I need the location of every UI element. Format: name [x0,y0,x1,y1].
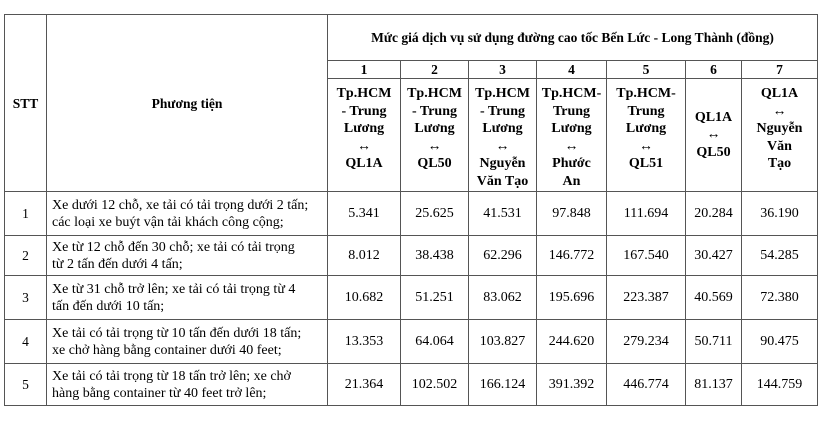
price-cell: 167.540 [607,236,686,276]
price-cell: 72.380 [742,276,818,320]
price-cell: 5.341 [328,192,401,236]
table-row [5,364,818,406]
header-price-group: Mức giá dịch vụ sử dụng đường cao tốc Bến Lức - Long Thành (đồng) [328,15,818,61]
route-number: 5 [607,61,686,79]
price-cell: 97.848 [537,192,607,236]
price-cell: 90.475 [742,320,818,364]
route-header: QL1A ↔ QL50 [686,79,742,192]
row-vehicle: Xe từ 12 chỗ đến 30 chỗ; xe tải có tải trọng từ 2 tấn đến dưới 4 tấn; [47,236,328,276]
price-cell: 10.682 [328,276,401,320]
price-cell: 25.625 [401,192,469,236]
price-cell: 279.234 [607,320,686,364]
price-cell: 446.774 [607,364,686,406]
route-header: Tp.HCM - Trung Lương ↔ Nguyễn Văn Tạo [469,79,537,192]
route-header: Tp.HCM- Trung Lương ↔ Phước An [537,79,607,192]
route-header: Tp.HCM - Trung Lương ↔ QL50 [401,79,469,192]
price-cell: 38.438 [401,236,469,276]
route-number: 2 [401,61,469,79]
price-cell: 102.502 [401,364,469,406]
header-vehicle: Phương tiện [47,15,328,192]
price-cell: 146.772 [537,236,607,276]
price-cell: 111.694 [607,192,686,236]
toll-price-table-container [4,14,818,406]
table-row [5,276,818,320]
table-row [5,320,818,364]
route-header: QL1A ↔ Nguyễn Văn Tạo [742,79,818,192]
price-cell: 83.062 [469,276,537,320]
route-number: 4 [537,61,607,79]
route-number: 6 [686,61,742,79]
price-cell: 103.827 [469,320,537,364]
price-cell: 144.759 [742,364,818,406]
row-vehicle: Xe tải có tải trọng từ 10 tấn đến dưới 18 tấn; xe chở hàng bằng container dưới 40 feet; [47,320,328,364]
table-row [5,236,818,276]
price-cell: 13.353 [328,320,401,364]
row-stt: 1 [5,192,47,236]
row-stt: 3 [5,276,47,320]
price-cell: 51.251 [401,276,469,320]
route-number: 1 [328,61,401,79]
price-cell: 81.137 [686,364,742,406]
price-cell: 50.711 [686,320,742,364]
price-cell: 41.531 [469,192,537,236]
price-cell: 244.620 [537,320,607,364]
price-cell: 40.569 [686,276,742,320]
price-cell: 195.696 [537,276,607,320]
row-stt: 4 [5,320,47,364]
row-stt: 5 [5,364,47,406]
price-cell: 391.392 [537,364,607,406]
toll-price-table [4,14,818,406]
row-stt: 2 [5,236,47,276]
price-cell: 62.296 [469,236,537,276]
price-cell: 20.284 [686,192,742,236]
row-vehicle: Xe tải có tải trọng từ 18 tấn trở lên; xe chở hàng bằng container từ 40 feet trở lên; [47,364,328,406]
table-row [5,192,818,236]
price-cell: 166.124 [469,364,537,406]
row-vehicle: Xe dưới 12 chỗ, xe tải có tải trọng dưới 2 tấn; các loại xe buýt vận tải khách công cộng; [47,192,328,236]
price-cell: 21.364 [328,364,401,406]
route-header: Tp.HCM - Trung Lương ↔ QL1A [328,79,401,192]
price-cell: 223.387 [607,276,686,320]
header-stt: STT [5,15,47,192]
row-vehicle: Xe từ 31 chỗ trở lên; xe tải có tải trọng từ 4 tấn đến dưới 10 tấn; [47,276,328,320]
route-number: 7 [742,61,818,79]
price-cell: 54.285 [742,236,818,276]
price-cell: 36.190 [742,192,818,236]
price-cell: 64.064 [401,320,469,364]
route-header: Tp.HCM- Trung Lương ↔ QL51 [607,79,686,192]
price-cell: 30.427 [686,236,742,276]
route-number: 3 [469,61,537,79]
price-cell: 8.012 [328,236,401,276]
